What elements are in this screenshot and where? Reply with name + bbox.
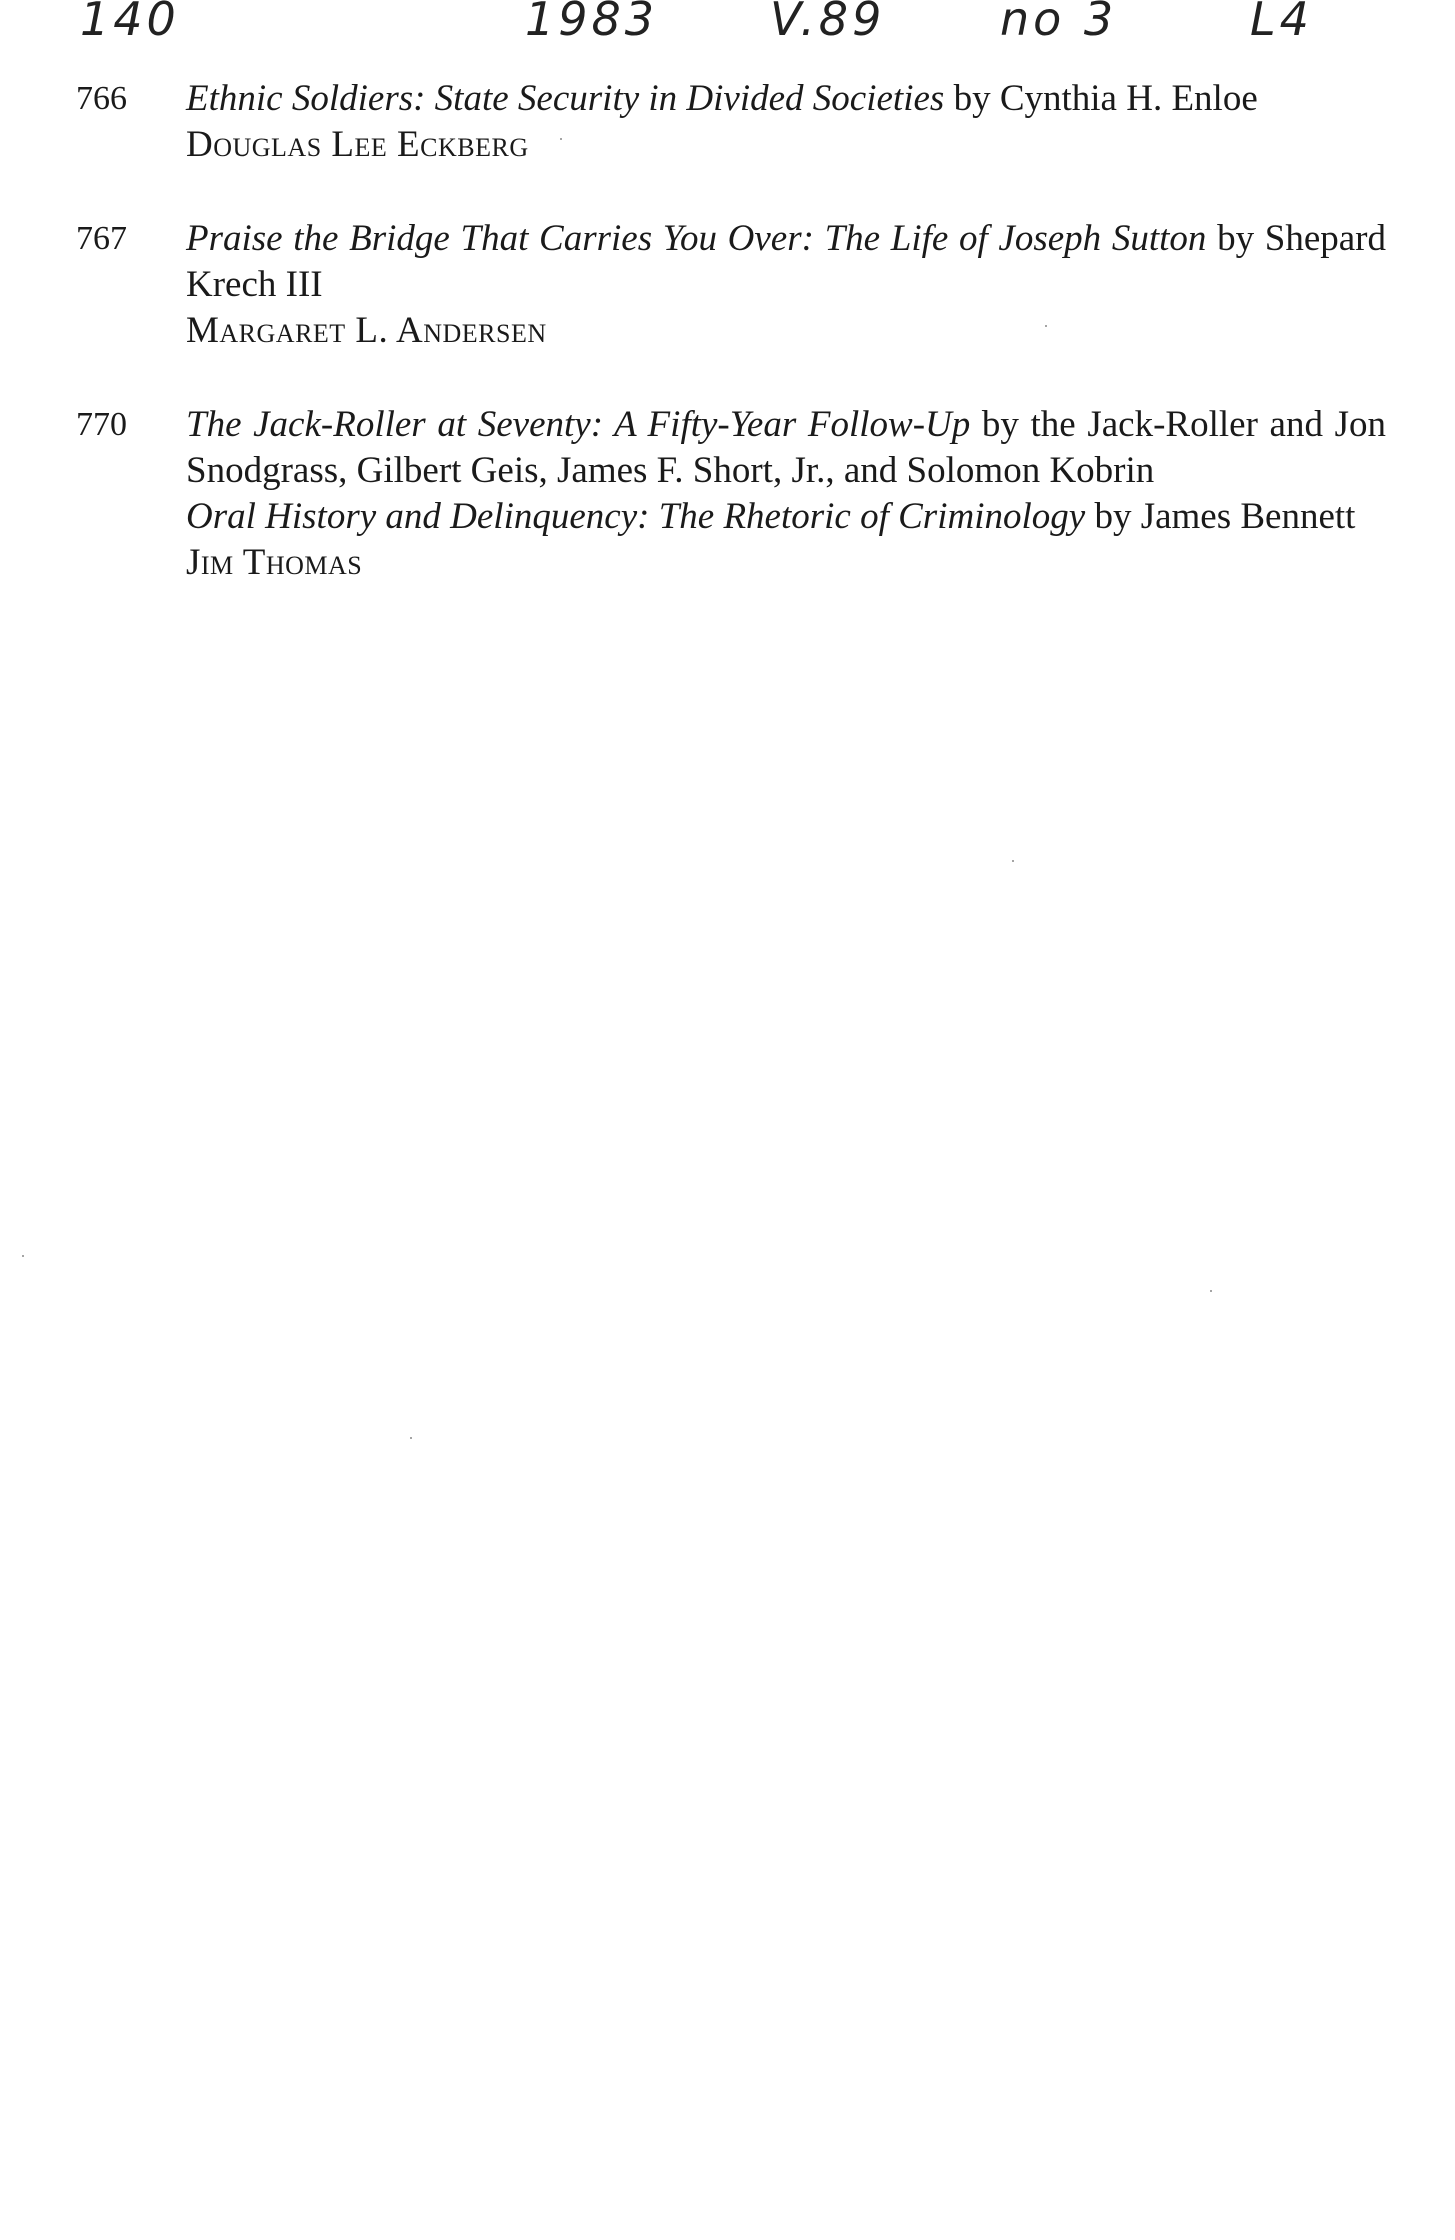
entry-body	[186, 216, 1386, 354]
scan-speck	[1045, 325, 1047, 327]
book-byline: by Shepard Krech III	[186, 218, 1386, 305]
handwritten-number: no 3	[1000, 0, 1118, 46]
page-number: 770	[76, 406, 127, 443]
scan-speck	[560, 138, 562, 140]
reviewer-name: Jim Thomas	[186, 542, 363, 583]
handwritten-year: 1983	[525, 0, 659, 46]
entry-body	[186, 76, 1386, 168]
entry-body	[186, 402, 1386, 586]
book-byline: by James Bennett	[1085, 496, 1356, 537]
review-entry	[76, 216, 1386, 354]
reviewer-name: Margaret L. Andersen	[186, 310, 547, 351]
handwritten-annotation	[0, 0, 1455, 60]
book-citation	[186, 494, 1386, 540]
reviewer-name: Douglas Lee Eckberg	[186, 124, 529, 165]
book-title: Oral History and Delinquency: The Rhetoric of Criminology	[186, 496, 1086, 537]
book-byline: by Cynthia H. Enloe	[944, 78, 1258, 119]
review-entry	[76, 402, 1386, 586]
book-citation	[186, 402, 1386, 494]
book-byline: by the Jack-Roller and Jon Snodgrass, Gilbert Geis, James F. Short, Jr., and Solomon Kobrin	[186, 404, 1386, 491]
review-list	[76, 76, 1386, 634]
handwritten-volume: V.89	[770, 0, 886, 46]
book-citation	[186, 76, 1386, 122]
scan-speck	[410, 1437, 412, 1439]
page-number: 767	[76, 220, 127, 257]
book-title: The Jack-Roller at Seventy: A Fifty-Year Follow-Up	[186, 404, 971, 445]
page-number: 766	[76, 80, 127, 117]
handwritten-shelf-code: L4	[1250, 0, 1313, 46]
scan-speck	[1210, 1290, 1212, 1292]
book-title: Praise the Bridge That Carries You Over: The Life of Joseph Sutton	[186, 218, 1207, 259]
book-citation	[186, 216, 1386, 308]
review-entry	[76, 76, 1386, 168]
handwritten-code-1: 140	[80, 0, 180, 46]
scan-speck	[22, 1255, 24, 1257]
book-title: Ethnic Soldiers: State Security in Divided Societies	[186, 78, 945, 119]
scan-speck	[1012, 860, 1014, 862]
